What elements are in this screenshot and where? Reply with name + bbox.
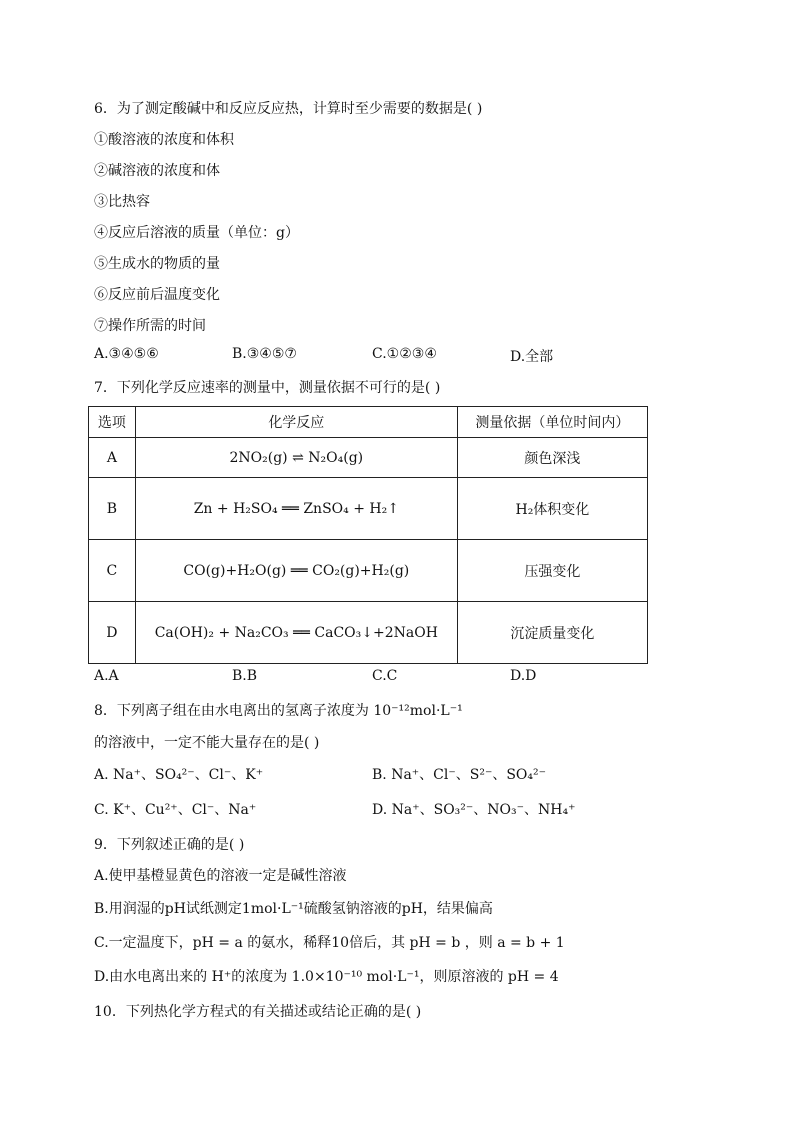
table-cell-basis: 沉淀质量变化 — [457, 602, 647, 664]
table-header: 化学反应 — [135, 407, 457, 438]
q8-option-b: B. Na⁺、Cl⁻、S²⁻、SO₄²⁻ — [372, 767, 547, 783]
q7-option-a: A.A — [94, 668, 119, 684]
q9-stem: 9．下列叙述正确的是( ) — [94, 837, 245, 853]
table-cell-reaction: CO(g)+H₂O(g) ══ CO₂(g)+H₂(g) — [135, 540, 457, 602]
table-header: 测量依据（单位时间内） — [457, 407, 647, 438]
q9-option-a: A.使甲基橙显黄色的溶液一定是碱性溶液 — [94, 868, 347, 884]
q8-option-a: A. Na⁺、SO₄²⁻、Cl⁻、K⁺ — [94, 767, 264, 783]
table-cell-option: C — [89, 540, 136, 602]
table-row — [89, 540, 648, 602]
table-cell-option: D — [89, 602, 136, 664]
q6-item: ④反应后溶液的质量（单位：g） — [94, 225, 299, 241]
table-cell-reaction: Ca(OH)₂ + Na₂CO₃ ══ CaCO₃↓+2NaOH — [135, 602, 457, 664]
q8-stem-cont: 的溶液中，一定不能大量存在的是( ) — [94, 735, 320, 751]
q7-stem: 7．下列化学反应速率的测量中，测量依据不可行的是( ) — [94, 380, 441, 396]
table-header: 选项 — [89, 407, 136, 438]
q6-item: ⑥反应前后温度变化 — [94, 287, 220, 303]
q6-stem: 6．为了测定酸碱中和反应反应热，计算时至少需要的数据是( ) — [94, 101, 483, 117]
table-cell-reaction: 2NO₂(g) ⇌ N₂O₄(g) — [135, 438, 457, 478]
q8-option-d: D. Na⁺、SO₃²⁻、NO₃⁻、NH₄⁺ — [372, 802, 576, 818]
table-cell-basis: 颜色深浅 — [457, 438, 647, 478]
q7-option-b: B.B — [232, 668, 258, 684]
q6-item: ①酸溶液的浓度和体积 — [94, 132, 234, 148]
q6-option-b: B.③④⑤⑦ — [232, 346, 297, 362]
q6-option-c: C.①②③④ — [372, 346, 437, 362]
q6-item: ⑤生成水的物质的量 — [94, 256, 220, 272]
table-cell-option: A — [89, 438, 136, 478]
q6-option-d: D.全部 — [510, 349, 554, 365]
q9-option-d: D.由水电离出来的 H⁺的浓度为 1.0×10⁻¹⁰ mol·L⁻¹，则原溶液的 pH = 4 — [94, 969, 559, 985]
q6-item: ②碱溶液的浓度和体 — [94, 163, 220, 179]
q7-option-d: D.D — [510, 668, 537, 684]
table-row — [89, 438, 648, 478]
table-cell-basis: H₂体积变化 — [457, 478, 647, 540]
q9-option-b: B.用润湿的pH试纸测定1mol·L⁻¹硫酸氢钠溶液的pH，结果偏高 — [94, 901, 493, 917]
q9-option-c: C.一定温度下，pH = a 的氨水，稀释10倍后，其 pH = b ，则 a = b + 1 — [94, 935, 565, 951]
q6-option-a: A.③④⑤⑥ — [94, 346, 159, 362]
table-cell-reaction: Zn + H₂SO₄ ══ ZnSO₄ + H₂↑ — [135, 478, 457, 540]
table-row — [89, 478, 648, 540]
q6-item: ⑦操作所需的时间 — [94, 318, 206, 334]
q8-stem: 8．下列离子组在由水电离出的氢离子浓度为 10⁻¹²mol·L⁻¹ — [94, 703, 463, 719]
q10-stem: 10．下列热化学方程式的有关描述或结论正确的是( ) — [94, 1004, 422, 1020]
table-cell-basis: 压强变化 — [457, 540, 647, 602]
table-cell-option: B — [89, 478, 136, 540]
q7-option-c: C.C — [372, 668, 398, 684]
table-row — [89, 602, 648, 664]
q6-item: ③比热容 — [94, 194, 150, 210]
table-header-row — [89, 407, 648, 438]
q7-table — [88, 406, 648, 664]
q8-option-c: C. K⁺、Cu²⁺、Cl⁻、Na⁺ — [94, 802, 257, 818]
